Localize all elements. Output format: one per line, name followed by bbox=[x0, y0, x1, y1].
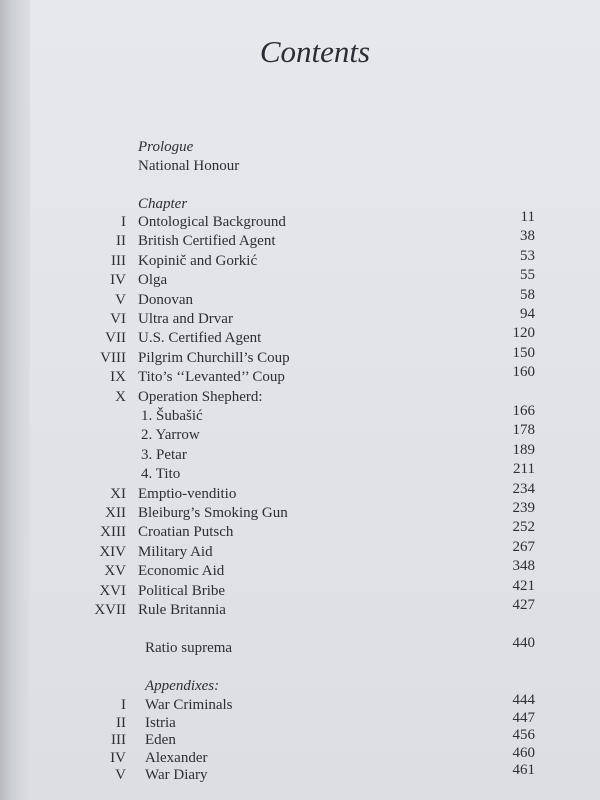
entry-title: Kopinič and Gorkić bbox=[138, 252, 258, 269]
entry-title: War Criminals bbox=[145, 697, 233, 713]
epilogue-page: 440 bbox=[512, 635, 535, 651]
entry-title: Economic Aid bbox=[138, 563, 225, 580]
entry-title: 4. Tito bbox=[141, 466, 181, 483]
entry-title: Emptio-venditio bbox=[138, 485, 237, 502]
entry-page-number: 447 bbox=[512, 709, 535, 726]
entry-page-number: 444 bbox=[512, 692, 535, 708]
entry-page-number: 11 bbox=[520, 209, 535, 225]
entry-title: 3. Petar bbox=[141, 446, 187, 463]
entry-title: Donovan bbox=[138, 291, 193, 308]
entry-page-number: 150 bbox=[512, 344, 535, 361]
entry-number: I bbox=[121, 214, 126, 230]
entry-number: VI bbox=[110, 311, 126, 327]
entry-page-number: 211 bbox=[513, 461, 535, 478]
entry-title: 1. Šubašić bbox=[141, 408, 203, 424]
entry-page-number: 160 bbox=[512, 364, 535, 381]
chapter-label: Chapter bbox=[138, 196, 188, 212]
entry-page-number: 178 bbox=[512, 422, 535, 439]
appendix-entry bbox=[0, 762, 600, 786]
entry-page-number: 421 bbox=[512, 577, 535, 594]
entry-page-number: 460 bbox=[512, 744, 535, 761]
entry-number: II bbox=[116, 233, 126, 250]
entry-number: IX bbox=[110, 369, 126, 386]
entry-page-number: 58 bbox=[520, 286, 535, 303]
entry-title: British Certified Agent bbox=[138, 233, 276, 250]
entry-title: Pilgrim Churchill’s Coup bbox=[138, 349, 290, 366]
entry-title: Istria bbox=[145, 714, 176, 731]
chapter-entry bbox=[0, 364, 600, 388]
entry-page-number: 53 bbox=[520, 247, 535, 264]
entry-page-number: 267 bbox=[512, 538, 535, 555]
entry-title: Eden bbox=[145, 732, 176, 749]
entry-number: II bbox=[116, 714, 126, 731]
entry-title: Olga bbox=[138, 272, 168, 289]
entry-title: War Diary bbox=[145, 767, 208, 784]
entry-number: XIV bbox=[99, 543, 126, 560]
contents-heading: Contents bbox=[259, 34, 371, 69]
entry-title: U.S. Certified Agent bbox=[138, 330, 262, 347]
entry-page-number: 189 bbox=[512, 441, 535, 458]
entry-number: X bbox=[115, 388, 126, 405]
entry-page-number: 120 bbox=[512, 325, 535, 342]
entry-number: III bbox=[111, 732, 126, 749]
entry-page-number: 234 bbox=[512, 480, 535, 497]
entry-page-number: 166 bbox=[512, 403, 535, 419]
entry-number: XI bbox=[110, 485, 126, 502]
entry-number: I bbox=[121, 697, 126, 713]
entry-title: Tito’s ‘‘Levanted’’ Coup bbox=[138, 369, 285, 386]
entry-number: XIII bbox=[100, 524, 126, 541]
entry-number: IV bbox=[110, 272, 126, 289]
epilogue-entry bbox=[0, 635, 600, 659]
entry-number: III bbox=[111, 252, 126, 269]
entry-title: Political Bribe bbox=[138, 582, 226, 599]
entry-page-number: 456 bbox=[512, 727, 535, 744]
epilogue-title: Ratio suprema bbox=[145, 640, 233, 656]
entry-title: Croatian Putsch bbox=[138, 524, 234, 541]
appendix-label: Appendixes: bbox=[145, 678, 220, 694]
entry-title: Alexander bbox=[145, 749, 208, 766]
prologue-title: National Honour bbox=[138, 158, 240, 174]
entry-number: V bbox=[115, 767, 126, 784]
entry-title: Military Aid bbox=[138, 543, 213, 560]
entry-title: Ultra and Drvar bbox=[138, 311, 233, 327]
entry-page-number: 252 bbox=[512, 519, 535, 536]
entry-title: Rule Britannia bbox=[138, 602, 226, 618]
entry-number: IV bbox=[110, 749, 126, 766]
entry-number: XII bbox=[105, 505, 126, 521]
entry-number: VII bbox=[105, 330, 126, 347]
entry-number: XVI bbox=[99, 582, 126, 599]
entry-title: Bleiburg’s Smoking Gun bbox=[138, 505, 288, 521]
entry-page-number: 38 bbox=[520, 228, 535, 245]
prologue-label: Prologue bbox=[138, 139, 194, 155]
entry-number: XVII bbox=[94, 602, 126, 618]
entry-page-number: 427 bbox=[512, 597, 535, 613]
entry-number: VIII bbox=[100, 349, 126, 366]
chapter-entry bbox=[0, 597, 600, 621]
entry-number: XV bbox=[104, 563, 126, 580]
entry-page-number: 461 bbox=[512, 762, 535, 779]
entry-page-number: 348 bbox=[512, 558, 535, 575]
entry-page-number: 55 bbox=[520, 267, 535, 284]
entry-title: 2. Yarrow bbox=[141, 427, 200, 444]
entry-title: Operation Shepherd: bbox=[138, 388, 263, 405]
entry-page-number: 94 bbox=[520, 306, 535, 322]
entry-title: Ontological Background bbox=[138, 214, 286, 230]
entry-number: V bbox=[115, 291, 126, 308]
entry-page-number: 239 bbox=[512, 500, 535, 516]
